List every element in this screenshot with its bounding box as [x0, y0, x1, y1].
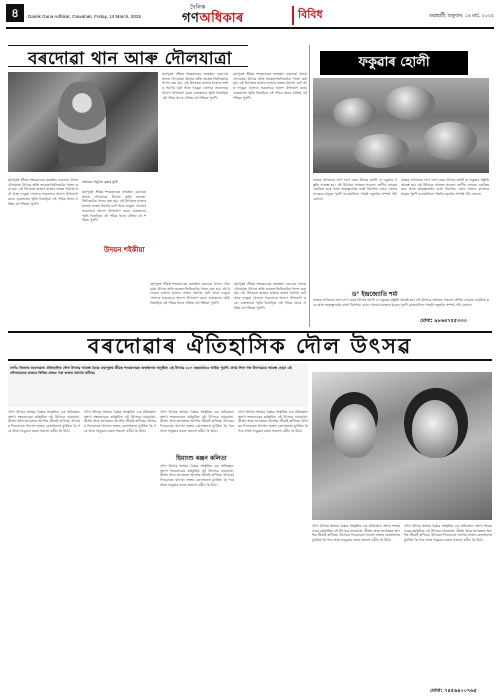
main-col5: দৌল উৎসৱ অসমৰ বৈষ্ণৱ সংস্কৃতিৰ এক অবিচ্ছেদ্য অংগ। শংকৰদেৱৰ কৰ্মভূমিত এই উৎসৱে নামঘোষা, কীৰ্তন আৰু ভাগৱতৰ আদৰ্শক জীয়াই ৰাখিছে। উৎসৱৰ দিনবোৰত থানখন ভক্তৰ কোলাহলত মুখৰিত হৈ পৰে আৰু ফাকুৱাৰ ৰঙত সকলো ৰঙীন হৈ উঠে।: [312, 524, 400, 543]
main-col3a: দৌল উৎসৱ অসমৰ বৈষ্ণৱ সংস্কৃতিৰ এক অবিচ্ছেদ্য অংগ। শংকৰদেৱৰ কৰ্মভূমিত এই উৎসৱে নামঘোষা, কীৰ্তন আৰু ভাগৱতৰ আদৰ্শক জীয়াই ৰাখিছে। উৎসৱৰ দিনবোৰত থানখন ভক্তৰ কোলাহলত মুখৰিত হৈ পৰে আৰু ফাকুৱাৰ ৰঙত সকলো ৰঙীন হৈ উঠে।: [160, 410, 234, 433]
main-col2: দৌল উৎসৱ অসমৰ বৈষ্ণৱ সংস্কৃতিৰ এক অবিচ্ছেদ্য অংগ। শংকৰদেৱৰ কৰ্মভূমিত এই উৎসৱে নামঘোষা, কীৰ্তন আৰু ভাগৱতৰ আদৰ্শক জীয়াই ৰাখিছে। উৎসৱৰ দিনবোৰত থানখন ভক্তৰ কোলাহলত মুখৰিত হৈ পৰে আৰু ফাকুৱাৰ ৰঙত সকলো ৰঙীন হৈ উঠে।: [84, 410, 156, 433]
powder-bowl: [385, 86, 435, 120]
holi-headline: ফকুৱাৰ হোলী: [320, 51, 468, 75]
main-byline: হিমাংশু ৰঞ্জন কলিতা: [176, 455, 227, 462]
dateline: Dainik Gana Adhikar, Guwahati, Friday, 14 March, 2025: [28, 14, 142, 19]
article1-col6: মহাপুৰুষ শ্ৰীমন্ত শংকৰদেৱৰ জন্মস্থান বৰদোৱা থানত দৌলযাত্ৰা উৎসৱ অতি জাকত-জিলিকাকৈ পালন কৰা হয়। এই উৎসৱত হাজাৰ হাজাৰ ভক্তৰ সমাগম ঘটে আৰু ফাকুৱা খেলাৰে সকলোৱে আনন্দ উপভোগ কৰে। গুৰুজনাৰ স্মৃতি বিজড়িত এই পবিত্ৰ থানৰ ঐতিহ্য বহু শতিকা পুৰণি।: [234, 282, 306, 310]
page-number: ৪: [6, 4, 24, 22]
holi-contact: মোবা: ৯৮৬৪৭৫৫৩৩৩: [420, 318, 467, 324]
article1-col4: মহাপুৰুষ শ্ৰীমন্ত শংকৰদেৱৰ জন্মস্থান বৰদোৱা থানত দৌলযাত্ৰা উৎসৱ অতি জাকত-জিলিকাকৈ পালন কৰা হয়। এই উৎসৱত হাজাৰ হাজাৰ ভক্তৰ সমাগম ঘটে আৰু ফাকুৱা খেলাৰে সকলোৱে আনন্দ উপভোগ কৰে। গুৰুজনাৰ স্মৃতি বিজড়িত এই পবিত্ৰ থানৰ ঐতিহ্য বহু শতিকা পুৰণি।: [82, 190, 146, 223]
main-col3b: দৌল উৎসৱ অসমৰ বৈষ্ণৱ সংস্কৃতিৰ এক অবিচ্ছেদ্য অংগ। শংকৰদেৱৰ কৰ্মভূমিত এই উৎসৱে নামঘোষা, কীৰ্তন আৰু ভাগৱতৰ আদৰ্শক জীয়াই ৰাখিছে। উৎসৱৰ দিনবোৰত থানখন ভক্তৰ কোলাহলত মুখৰিত হৈ পৰে আৰু ফাকুৱাৰ ৰঙত সকলো ৰঙীন হৈ উঠে।: [160, 464, 234, 487]
header-rule: [6, 27, 494, 29]
powder-bowl: [423, 122, 477, 160]
main-col6: দৌল উৎসৱ অসমৰ বৈষ্ণৱ সংস্কৃতিৰ এক অবিচ্ছেদ্য অংগ। শংকৰদেৱৰ কৰ্মভূমিত এই উৎসৱে নামঘোষা, কীৰ্তন আৰু ভাগৱতৰ আদৰ্শক জীয়াই ৰাখিছে। উৎসৱৰ দিনবোৰত থানখন ভক্তৰ কোলাহলত মুখৰিত হৈ পৰে আৰু ফাকুৱাৰ ৰঙত সকলো ৰঙীন হৈ উঠে।: [404, 524, 492, 543]
holi-byline: ড° ইন্দ্ৰজ্যোতি শৰ্মা: [352, 291, 398, 298]
main-lead: নগাঁও জিলাৰ বৰদোৱাত ঐতিহাসিক দৌল উৎসৱ আৰম্ভ হৈছে। মহাপুৰুষ শ্ৰীমন্ত শংকৰদেৱৰ জন্মস্থানত অনুষ্ঠিত এই উৎসৱ ৫৫০ বছৰতকৈও অধিক পুৰণি। প্ৰথম দিনা গন্ধ উৎসৱেৰে আৰম্ভ হোৱা এই দৌলযাত্ৰাত ৰাজ্যৰ বিভিন্ন প্ৰান্তৰ পৰা ভক্তৰ সমাগম ঘটিছে।: [8, 364, 308, 407]
section-label: বিবিধ: [292, 6, 323, 25]
man-face: [334, 404, 376, 458]
article1-col1: মহাপুৰুষ শ্ৰীমন্ত শংকৰদেৱৰ জন্মস্থান বৰদোৱা থানত দৌলযাত্ৰা উৎসৱ অতি জাকত-জিলিকাকৈ পালন কৰা হয়। এই উৎসৱত হাজাৰ হাজাৰ ভক্তৰ সমাগম ঘটে আৰু ফাকুৱা খেলাৰে সকলোৱে আনন্দ উপভোগ কৰে। গুৰুজনাৰ স্মৃতি বিজড়িত এই পবিত্ৰ থানৰ ঐতিহ্য বহু শতিকা পুৰণি।: [162, 72, 228, 100]
holi-col1: বসন্তৰ আগমনৰ লগে লগে ৰঙৰ উৎসৱ হোলী বা ফকুৱাৰ প্ৰস্তুতি আৰম্ভ হয়। এই উৎসৱে সমাজৰ সকলো শ্ৰেণীৰ লোকক একত্ৰিত কৰে আৰু ভাতৃত্ববোধৰ বাৰ্তা বিয়পায়। ৰঙৰ খেলাৰ মাজেৰে মানুহে পুৰণি মনোমালিন্য পাহৰি নতুনকৈ সম্পৰ্ক গঢ়ি তোলে।: [313, 178, 397, 201]
main-col4: দৌল উৎসৱ অসমৰ বৈষ্ণৱ সংস্কৃতিৰ এক অবিচ্ছেদ্য অংগ। শংকৰদেৱৰ কৰ্মভূমিত এই উৎসৱে নামঘোষা, কীৰ্তন আৰু ভাগৱতৰ আদৰ্শক জীয়াই ৰাখিছে। উৎসৱৰ দিনবোৰত থানখন ভক্তৰ কোলাহলত মুখৰিত হৈ পৰে আৰু ফাকুৱাৰ ৰঙত সকলো ৰঙীন হৈ উঠে।: [238, 410, 308, 433]
article1-byline: উদয়ন শইকীয়া: [104, 246, 145, 254]
powder-bowl: [333, 98, 377, 128]
holi-col3: বসন্তৰ আগমনৰ লগে লগে ৰঙৰ উৎসৱ হোলী বা ফকুৱাৰ প্ৰস্তুতি আৰম্ভ হয়। এই উৎসৱে সমাজৰ সকলো শ্ৰেণীৰ লোকক একত্ৰিত কৰে আৰু ভাতৃত্ববোধৰ বাৰ্তা বিয়পায়। ৰঙৰ খেলাৰ মাজেৰে মানুহে পুৰণি মনোমালিন্য পাহৰি নতুনকৈ সম্পৰ্ক গঢ়ি তোলে।: [313, 298, 489, 307]
main-headline: বৰদোৱাৰ ঐতিহাসিক দৌল উৎসৱ: [8, 331, 492, 361]
powder-bowl: [353, 134, 409, 168]
article1-caption: ৰাংঘৰৰ সন্মুখত কৃষ্ণৰ মূৰ্তি: [82, 180, 118, 184]
colour-powder-photo: [313, 78, 489, 173]
column-divider: [309, 45, 310, 327]
main-contact: মোবা: ৭৪৫৬৪০০৭৬৫: [430, 688, 477, 694]
article1-col5: মহাপুৰুষ শ্ৰীমন্ত শংকৰদেৱৰ জন্মস্থান বৰদোৱা থানত দৌলযাত্ৰা উৎসৱ অতি জাকত-জিলিকাকৈ পালন কৰা হয়। এই উৎসৱত হাজাৰ হাজাৰ ভক্তৰ সমাগম ঘটে আৰু ফাকুৱা খেলাৰে সকলোৱে আনন্দ উপভোগ কৰে। গুৰুজনাৰ স্মৃতি বিজড়িত এই পবিত্ৰ থানৰ ঐতিহ্য বহু শতিকা পুৰণি।: [150, 282, 230, 305]
masthead-part-b: অধিকাৰ: [199, 11, 244, 26]
masthead-top: দৈনিক: [190, 4, 206, 11]
main-col1: দৌল উৎসৱ অসমৰ বৈষ্ণৱ সংস্কৃতিৰ এক অবিচ্ছেদ্য অংগ। শংকৰদেৱৰ কৰ্মভূমিত এই উৎসৱে নামঘোষা, কীৰ্তন আৰু ভাগৱতৰ আদৰ্শক জীয়াই ৰাখিছে। উৎসৱৰ দিনবোৰত থানখন ভক্তৰ কোলাহলত মুখৰিত হৈ পৰে আৰু ফাকুৱাৰ ৰঙত সকলো ৰঙীন হৈ উঠে।: [8, 410, 80, 433]
krishna-figure: [58, 82, 106, 166]
holi-col2: বসন্তৰ আগমনৰ লগে লগে ৰঙৰ উৎসৱ হোলী বা ফকুৱাৰ প্ৰস্তুতি আৰম্ভ হয়। এই উৎসৱে সমাজৰ সকলো শ্ৰেণীৰ লোকক একত্ৰিত কৰে আৰু ভাতৃত্ববোধৰ বাৰ্তা বিয়পায়। ৰঙৰ খেলাৰ মাজেৰে মানুহে পুৰণি মনোমালিন্য পাহৰি নতুনকৈ সম্পৰ্ক গঢ়ি তোলে।: [401, 178, 489, 197]
woman-face: [412, 400, 458, 458]
issue-date: গুৱাহাটী, শুকুবাৰ, ১৪ মাৰ্চ, ২০২৫: [428, 14, 494, 19]
article1-col2: মহাপুৰুষ শ্ৰীমন্ত শংকৰদেৱৰ জন্মস্থান বৰদোৱা থানত দৌলযাত্ৰা উৎসৱ অতি জাকত-জিলিকাকৈ পালন কৰা হয়। এই উৎসৱত হাজাৰ হাজাৰ ভক্তৰ সমাগম ঘটে আৰু ফাকুৱা খেলাৰে সকলোৱে আনন্দ উপভোগ কৰে। গুৰুজনাৰ স্মৃতি বিজড়িত এই পবিত্ৰ থানৰ ঐতিহ্য বহু শতিকা পুৰণি।: [233, 72, 307, 100]
krishna-photo: [8, 72, 158, 172]
article1-headline: বৰদোৱা থান আৰু দৌলযাত্ৰা: [28, 49, 233, 69]
couple-holi-photo: [312, 372, 492, 520]
article1-col3: মহাপুৰুষ শ্ৰীমন্ত শংকৰদেৱৰ জন্মস্থান বৰদোৱা থানত দৌলযাত্ৰা উৎসৱ অতি জাকত-জিলিকাকৈ পালন কৰা হয়। এই উৎসৱত হাজাৰ হাজাৰ ভক্তৰ সমাগম ঘটে আৰু ফাকুৱা খেলাৰে সকলোৱে আনন্দ উপভোগ কৰে। গুৰুজনাৰ স্মৃতি বিজড়িত এই পবিত্ৰ থানৰ ঐতিহ্য বহু শতিকা পুৰণি।: [8, 178, 78, 206]
masthead-part-a: গণ: [182, 11, 200, 26]
